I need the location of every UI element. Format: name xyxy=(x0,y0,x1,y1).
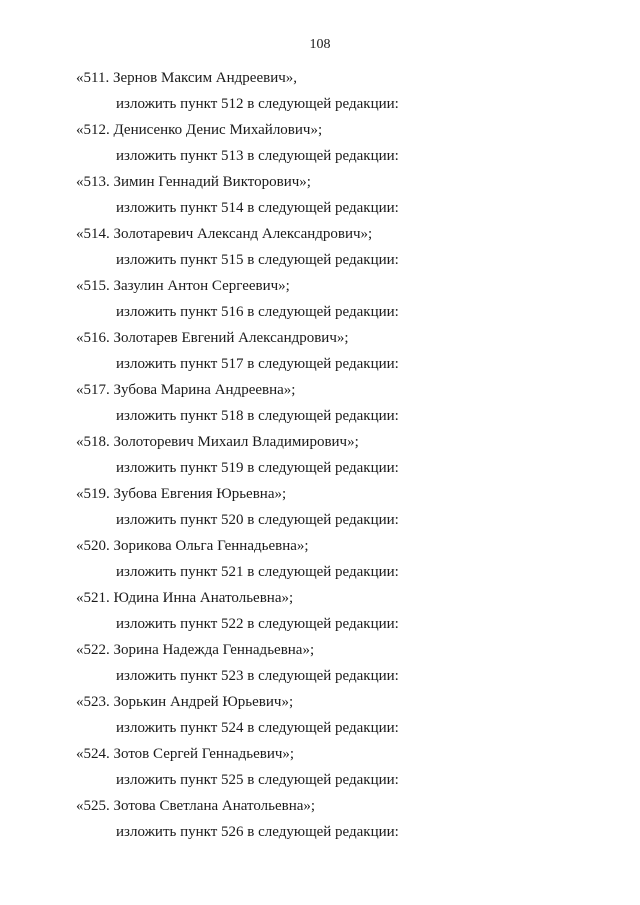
entry-text: «516. Золотарев Евгений Александрович»; xyxy=(76,330,349,346)
entry-text: «513. Зимин Геннадий Викторович»; xyxy=(76,174,311,190)
amendment-entry xyxy=(0,67,640,119)
amendment-entry xyxy=(0,431,640,483)
entry-text: «521. Юдина Инна Анатольевна»; xyxy=(76,590,294,606)
instruction-text: изложить пункт 520 в следующей редакции: xyxy=(116,512,399,528)
instruction-text: изложить пункт 526 в следующей редакции: xyxy=(116,824,399,840)
entry-text: «517. Зубова Марина Андреевна»; xyxy=(76,382,296,398)
instruction-text: изложить пункт 523 в следующей редакции: xyxy=(116,668,399,684)
amendment-entry xyxy=(0,795,640,847)
instruction-text: изложить пункт 513 в следующей редакции: xyxy=(116,148,399,164)
entry-text: «512. Денисенко Денис Михайлович»; xyxy=(76,122,323,138)
entry-text: «514. Золотаревич Александ Александрович»; xyxy=(76,226,373,242)
entry-text: «525. Зотова Светлана Анатольевна»; xyxy=(76,798,316,814)
entry-text: «520. Зорикова Ольга Геннадьевна»; xyxy=(76,538,309,554)
entry-text: «511. Зернов Максим Андреевич», xyxy=(76,70,298,86)
instruction-text: изложить пункт 519 в следующей редакции: xyxy=(116,460,399,476)
entry-text: «524. Зотов Сергей Геннадьевич»; xyxy=(76,746,295,762)
amendment-entry xyxy=(0,275,640,327)
instruction-text: изложить пункт 524 в следующей редакции: xyxy=(116,720,399,736)
amendment-list xyxy=(0,67,640,847)
entry-text: «515. Зазулин Антон Сергеевич»; xyxy=(76,278,290,294)
entry-text: «519. Зубова Евгения Юрьевна»; xyxy=(76,486,287,502)
page-number: 108 xyxy=(309,37,331,52)
amendment-entry xyxy=(0,639,640,691)
instruction-text: изложить пункт 525 в следующей редакции: xyxy=(116,772,399,788)
instruction-text: изложить пункт 517 в следующей редакции: xyxy=(116,356,399,372)
instruction-text: изложить пункт 515 в следующей редакции: xyxy=(116,252,399,268)
amendment-entry xyxy=(0,587,640,639)
amendment-entry xyxy=(0,379,640,431)
amendment-entry xyxy=(0,483,640,535)
instruction-text: изложить пункт 518 в следующей редакции: xyxy=(116,408,399,424)
instruction-text: изложить пункт 514 в следующей редакции: xyxy=(116,200,399,216)
instruction-text: изложить пункт 521 в следующей редакции: xyxy=(116,564,399,580)
entry-text: «518. Золоторевич Михаил Владимирович»; xyxy=(76,434,359,450)
instruction-text: изложить пункт 516 в следующей редакции: xyxy=(116,304,399,320)
amendment-entry xyxy=(0,535,640,587)
amendment-entry xyxy=(0,223,640,275)
entry-text: «522. Зорина Надежда Геннадьевна»; xyxy=(76,642,315,658)
entry-text: «523. Зорькин Андрей Юрьевич»; xyxy=(76,694,294,710)
amendment-entry xyxy=(0,327,640,379)
amendment-entry xyxy=(0,691,640,743)
amendment-entry xyxy=(0,743,640,795)
amendment-entry xyxy=(0,171,640,223)
instruction-text: изложить пункт 522 в следующей редакции: xyxy=(116,616,399,632)
amendment-entry xyxy=(0,119,640,171)
instruction-text: изложить пункт 512 в следующей редакции: xyxy=(116,96,399,112)
